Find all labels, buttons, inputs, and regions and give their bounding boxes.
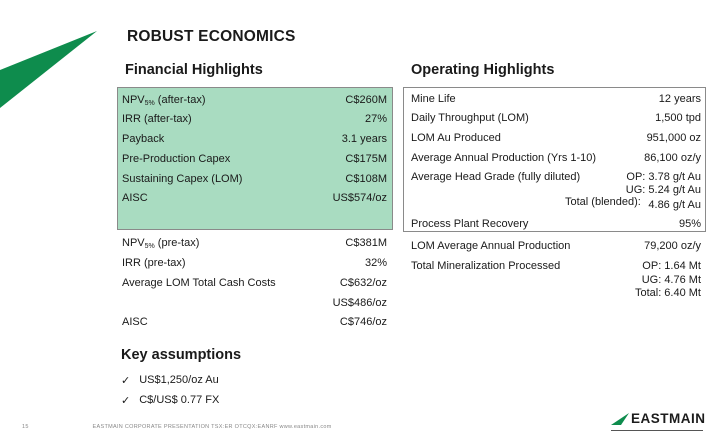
footer — [22, 424, 332, 430]
fin-value: C$632/oz — [339, 277, 387, 289]
key-assumptions-heading: Key assumptions — [121, 347, 242, 363]
op-row-plant-recovery — [411, 217, 701, 231]
fin-label: AISC — [122, 316, 148, 328]
op-row-daily-throughput — [411, 111, 701, 125]
fin-row-npv-after-tax — [122, 93, 387, 107]
fin-label: Payback — [122, 133, 165, 145]
op-row-lom-au-produced — [411, 131, 701, 145]
mineralization-op: OP: 1.64 Mt — [642, 260, 701, 272]
fin-label: $NPV_{5\%}$ (after-tax) — [122, 94, 206, 107]
op-label: LOM Average Annual Production — [411, 240, 571, 252]
head-grade-ug: UG: 5.24 g/t Au — [625, 184, 701, 196]
mineralization-ug: UG: 4.76 Mt — [641, 274, 701, 286]
head-grade-blended-value: 4.86 g/t Au — [648, 199, 701, 211]
fin-label: $NPV_{5\%}$ (pre-tax) — [122, 237, 200, 250]
checkmark-icon: ✓ — [121, 375, 131, 387]
op-value: 86,100 oz/y — [644, 152, 701, 164]
checkmark-icon: ✓ — [121, 395, 131, 407]
op-label: Daily Throughput (LOM) — [411, 112, 529, 124]
fin-value: C$108M — [345, 173, 387, 185]
op-row-lom-avg-production — [411, 239, 701, 253]
op-label: Average Annual Production (Yrs 1-10) — [411, 152, 597, 164]
eastmain-logo — [609, 411, 706, 426]
fin-row-npv-pre-tax — [122, 236, 387, 250]
op-value: 95% — [678, 218, 701, 230]
footer-text: EASTMAIN CORPORATE PRESENTATION TSX:ER OTCQX:EANRF www.eastmain.com — [92, 424, 332, 430]
op-row-head-grade — [411, 170, 701, 184]
assumption-item — [121, 374, 219, 387]
fin-value: C$381M — [345, 237, 387, 249]
op-label: Process Plant Recovery — [411, 218, 529, 230]
fin-row-preproduction-capex — [122, 152, 387, 166]
assumption-text: C$/US$ 0.77 FX — [139, 394, 220, 406]
op-row-mineralization — [411, 259, 701, 273]
fin-row-payback — [122, 132, 387, 146]
op-label: Mine Life — [411, 93, 456, 105]
fin-label: Pre-Production Capex — [122, 153, 231, 165]
head-grade-blended-label: Total (blended): — [565, 196, 641, 208]
head-grade-op: OP: 3.78 g/t Au — [626, 171, 701, 183]
op-value: 12 years — [658, 93, 701, 105]
logo-text: EASTMAIN — [631, 411, 706, 426]
fin-value: C$175M — [345, 153, 387, 165]
assumption-text: US$1,250/oz Au — [139, 374, 219, 386]
logo-underline — [611, 430, 703, 431]
assumption-item — [121, 394, 219, 407]
fin-value: C$260M — [345, 94, 387, 106]
op-label: Total Mineralization Processed — [411, 260, 561, 272]
fin-value: US$486/oz — [332, 297, 387, 309]
fin-value: 32% — [364, 257, 387, 269]
corner-triangle-graphic — [0, 0, 100, 110]
fin-value: C$746/oz — [339, 316, 387, 328]
fin-row-sustaining-capex — [122, 172, 387, 186]
op-row-annual-production — [411, 151, 701, 165]
fin-row-aisc-usd — [122, 191, 387, 205]
logo-mark-icon — [609, 412, 631, 426]
fin-label: AISC — [122, 192, 148, 204]
fin-row-irr-after-tax — [122, 112, 387, 126]
operating-highlights-heading: Operating Highlights — [411, 62, 555, 78]
page-number: 15 — [22, 424, 29, 430]
fin-label: IRR (after-tax) — [122, 113, 192, 125]
slide-title: ROBUST ECONOMICS — [127, 28, 296, 45]
op-row-mine-life — [411, 92, 701, 106]
fin-label: IRR (pre-tax) — [122, 257, 186, 269]
op-label: LOM Au Produced — [411, 132, 501, 144]
fin-label: Sustaining Capex (LOM) — [122, 173, 243, 185]
fin-row-cash-costs-usd — [122, 296, 387, 310]
fin-value: US$574/oz — [332, 192, 387, 204]
mineralization-total: Total: 6.40 Mt — [634, 287, 701, 299]
op-value: 79,200 oz/y — [644, 240, 701, 252]
fin-row-irr-pre-tax — [122, 256, 387, 270]
fin-row-aisc-cad — [122, 315, 387, 329]
fin-value: 27% — [364, 113, 387, 125]
fin-row-cash-costs — [122, 276, 387, 290]
financial-highlights-heading: Financial Highlights — [125, 62, 263, 78]
op-value: 951,000 oz — [646, 132, 701, 144]
fin-value: 3.1 years — [341, 133, 387, 145]
fin-label: Average LOM Total Cash Costs — [122, 277, 276, 289]
op-value: 1,500 tpd — [655, 112, 701, 124]
op-label: Average Head Grade (fully diluted) — [411, 171, 581, 183]
